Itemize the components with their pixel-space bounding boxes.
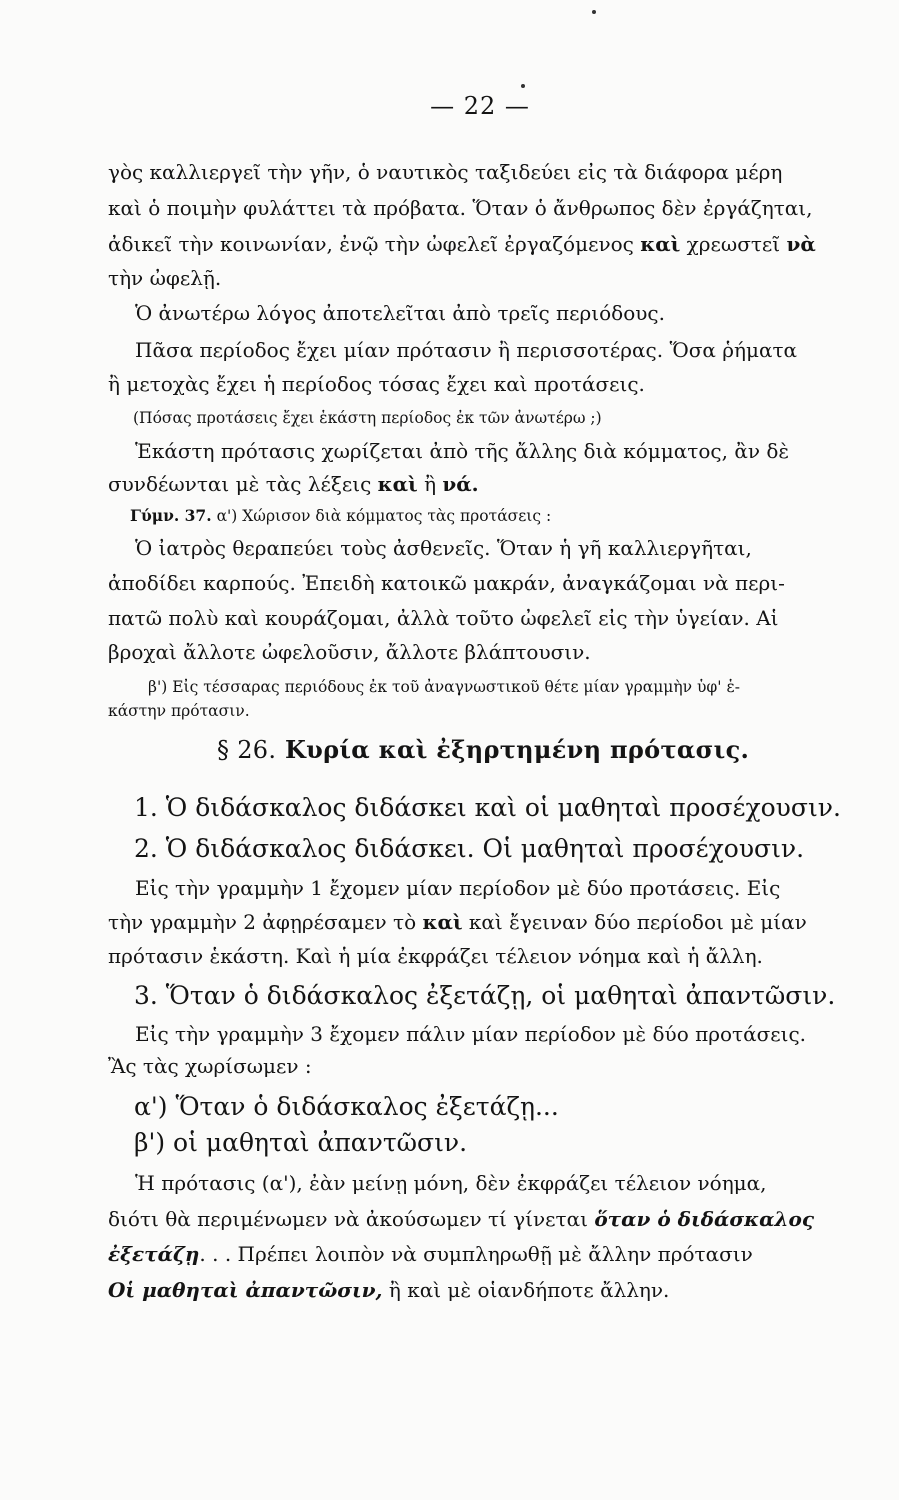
page-number: — 22 — xyxy=(430,92,530,120)
para7-line2 xyxy=(108,1207,814,1231)
split-a: α') Ὅταν ὁ διδάσκαλος ἐξετάζῃ... xyxy=(134,1092,559,1121)
section-number: § 26. xyxy=(217,736,277,764)
para4-line2-text: συνδέωνται μὲ τὰς λέξεις xyxy=(108,472,372,496)
para2-line: Ὁ ἀνωτέρω λόγος ἀποτελεῖται ἀπὸ τρεῖς περιόδους. xyxy=(135,301,665,325)
para1-na: νὰ xyxy=(786,232,816,256)
exercise-b-line2: κάστην πρότασιν. xyxy=(108,702,250,720)
para4-line2 xyxy=(108,472,479,496)
para7-line3 xyxy=(108,1242,753,1266)
exercise-line4: βροχαὶ ἄλλοτε ὠφελοῦσιν, ἄλλοτε βλάπτουσιν. xyxy=(108,640,591,664)
para3-line1: Πᾶσα περίοδος ἔχει μίαν πρότασιν ἢ περισσοτέρας. Ὅσα ῥήματα xyxy=(135,338,798,362)
para7-line3-text: . . . Πρέπει λοιπὸν νὰ συμπληρωθῇ μὲ ἄλλην πρότασιν xyxy=(199,1242,753,1266)
exercise-header xyxy=(130,506,551,526)
example-3: 3. Ὅταν ὁ διδάσκαλος ἐξετάζῃ, οἱ μαθηταὶ ἀπαντῶσιν. xyxy=(134,981,836,1010)
para6-line2: Ἂς τὰς χωρίσωμεν : xyxy=(108,1054,312,1078)
exercise-line3: πατῶ πολὺ καὶ κουράζομαι, ἀλλὰ τοῦτο ὠφελεῖ εἰς τὴν ὑγείαν. Αἱ xyxy=(108,606,779,630)
para4-kai: καὶ xyxy=(377,472,418,496)
print-speck xyxy=(521,84,525,88)
para7-line2-bold: ὅταν ὁ διδάσκαλος xyxy=(594,1207,815,1231)
para5-kai: καὶ xyxy=(422,910,463,934)
para1-line3-text: ἀδικεῖ τὴν κοινωνίαν, ἐνῷ τὴν ὠφελεῖ ἐργαζόμενος xyxy=(108,232,634,256)
para4-i: ἢ xyxy=(424,472,437,496)
para7-line4-text: ἢ καὶ μὲ οἱανδήποτε ἄλλην. xyxy=(388,1278,670,1302)
exercise-line1: Ὁ ἰατρὸς θεραπεύει τοὺς ἀσθενεῖς. Ὅταν ἡ γῆ καλλιεργῆται, xyxy=(135,536,752,560)
split-b: β') οἱ μαθηταὶ ἀπαντῶσιν. xyxy=(134,1128,468,1157)
example-2: 2. Ὁ διδάσκαλος διδάσκει. Οἱ μαθηταὶ προσέχουσιν. xyxy=(134,834,805,863)
para1-line2: καὶ ὁ ποιμὴν φυλάττει τὰ πρόβατα. Ὅταν ὁ ἄνθρωπος δὲν ἐργάζηται, xyxy=(108,196,813,220)
para3-line2: ἢ μετοχὰς ἔχει ἡ περίοδος τόσας ἔχει καὶ προτάσεις. xyxy=(108,372,645,396)
exercise-instruction: α') Χώρισον διὰ κόμματος τὰς προτάσεις : xyxy=(216,507,552,525)
para5-line2-text2: καὶ ἔγειναν δύο περίοδοι μὲ μίαν xyxy=(468,910,807,934)
para1-line3-text2: χρεωστεῖ xyxy=(686,232,781,256)
para5-line1: Εἰς τὴν γραμμὴν 1 ἔχομεν μίαν περίοδον μὲ δύο προτάσεις. Εἰς xyxy=(135,876,781,900)
para5-line2 xyxy=(108,910,807,934)
para5-line3: πρότασιν ἑκάστη. Καὶ ἡ μία ἐκφράζει τέλειον νόημα καὶ ἡ ἄλλη. xyxy=(108,944,763,968)
para7-line4-bold: Οἱ μαθηταὶ ἀπαντῶσιν, xyxy=(108,1278,383,1302)
section-heading xyxy=(217,735,749,764)
para7-line4 xyxy=(108,1278,669,1302)
exercise-label: Γύμν. 37. xyxy=(130,506,212,525)
exercise-line2: ἀποδίδει καρπούς. Ἐπειδὴ κατοικῶ μακράν, ἀναγκάζομαι νὰ περι- xyxy=(108,571,785,595)
print-speck xyxy=(592,10,596,14)
para1-kai: καὶ xyxy=(640,232,681,256)
exercise-b-line1: β') Εἰς τέσσαρας περιόδους ἐκ τοῦ ἀναγνωστικοῦ θέτε μίαν γραμμὴν ὑφ' ἑ- xyxy=(148,678,741,696)
para6-line1: Εἰς τὴν γραμμὴν 3 ἔχομεν πάλιν μίαν περίοδον μὲ δύο προτάσεις. xyxy=(135,1022,807,1046)
para5-line2-text: τὴν γραμμὴν 2 ἀφῃρέσαμεν τὸ xyxy=(108,910,417,934)
section-title: Κυρία καὶ ἐξηρτημένη πρότασις. xyxy=(284,735,750,764)
para7-line1: Ἡ πρότασις (α'), ἐὰν μείνῃ μόνη, δὲν ἐκφράζει τέλειον νόημα, xyxy=(135,1171,767,1195)
para7-line3-bold: ἐξετάζῃ xyxy=(108,1242,200,1266)
para1-line4: τὴν ὠφελῇ. xyxy=(108,266,222,290)
example-1: 1. Ὁ διδάσκαλος διδάσκει καὶ οἱ μαθηταὶ προσέχουσιν. xyxy=(134,793,841,822)
para4-na: νά. xyxy=(442,472,479,496)
para1-line3 xyxy=(108,232,816,256)
para4-line1: Ἑκάστη πρότασις χωρίζεται ἀπὸ τῆς ἄλλης διὰ κόμματος, ἂν δὲ xyxy=(135,439,790,463)
question-line: (Πόσας προτάσεις ἔχει ἑκάστη περίοδος ἐκ τῶν ἀνωτέρω ;) xyxy=(133,409,602,427)
para7-line2-text: διότι θὰ περιμένωμεν νὰ ἀκούσωμεν τί γίνεται xyxy=(108,1207,588,1231)
para1-line1: γὸς καλλιεργεῖ τὴν γῆν, ὁ ναυτικὸς ταξιδεύει εἰς τὰ διάφορα μέρη xyxy=(108,160,783,184)
